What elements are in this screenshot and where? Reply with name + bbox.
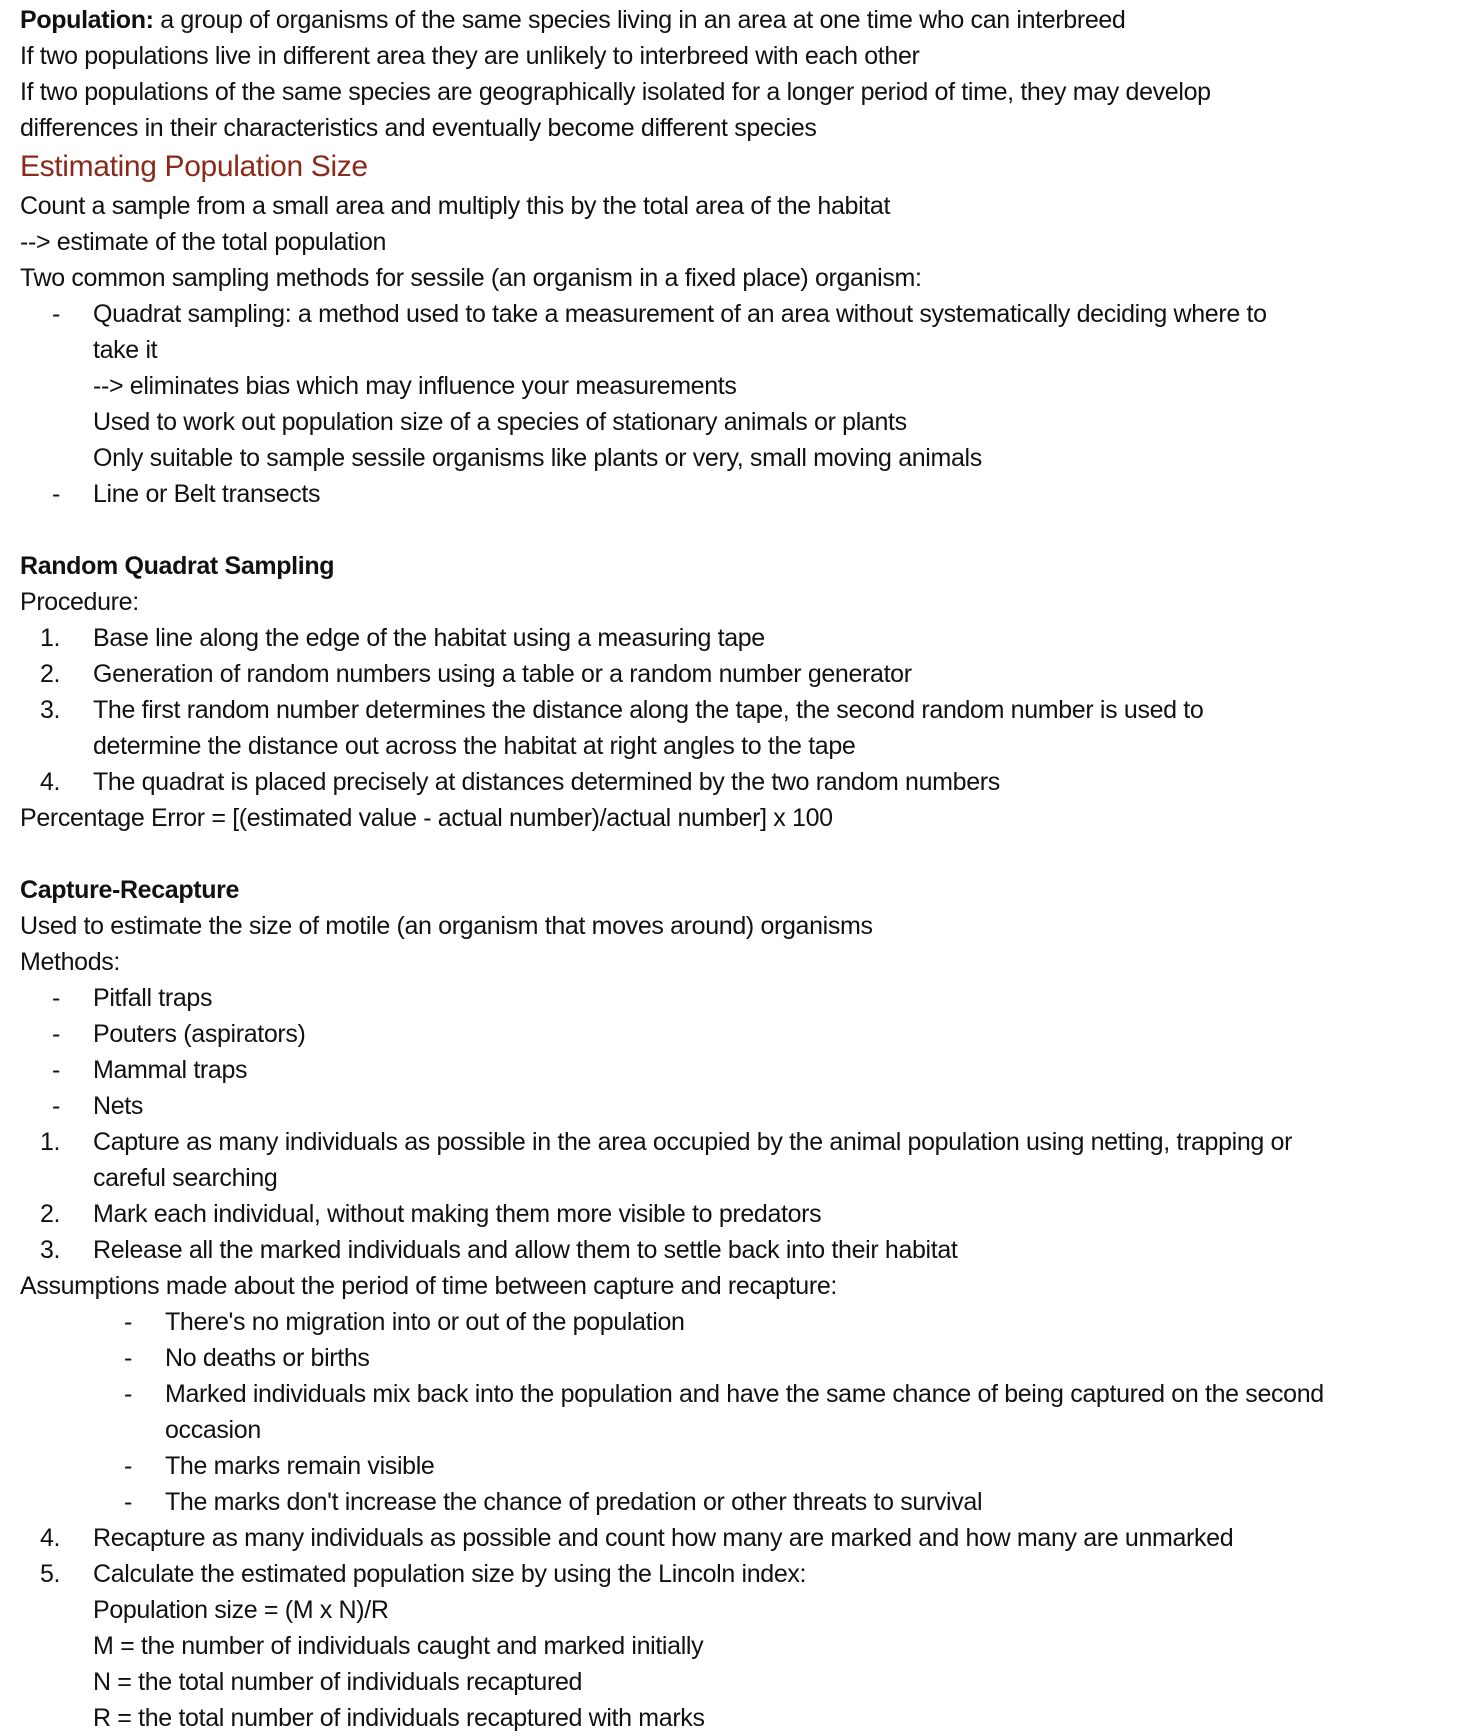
section-heading-capture-recapture: Capture-Recapture xyxy=(20,876,240,904)
intro-line: differences in their characteristics and eventually become different species xyxy=(20,114,817,142)
methods-label: Methods: xyxy=(20,948,121,976)
dash-marker: - xyxy=(52,1056,60,1084)
bullet-text: Line or Belt transects xyxy=(93,480,321,508)
item-text: Calculate the estimated population size by using the Lincoln index: xyxy=(93,1560,807,1588)
method-text: Pouters (aspirators) xyxy=(93,1020,306,1048)
numbered-item xyxy=(20,620,1468,656)
intro-line: If two populations of the same species are geographically isolated for a longer period of time, they may develop xyxy=(20,78,1211,106)
population-definition-text: a group of organisms of the same species living in an area at one time who can interbreed xyxy=(153,6,1126,34)
item-number: 3. xyxy=(40,696,61,724)
paragraph-line: Count a sample from a small area and multiply this by the total area of the habitat xyxy=(20,192,891,220)
blank-line xyxy=(20,836,1468,872)
item-number: 3. xyxy=(40,1236,61,1264)
item-number: 4. xyxy=(40,768,61,796)
method-item xyxy=(20,1088,1468,1124)
assumption-text: The marks don't increase the chance of predation or other threats to survival xyxy=(165,1488,983,1516)
item-text: Generation of random numbers using a table or a random number generator xyxy=(93,660,912,688)
lincoln-formula: Population size = (M x N)/R xyxy=(93,1596,389,1624)
population-term: Population: xyxy=(20,6,154,34)
dash-marker: - xyxy=(124,1488,132,1516)
method-text: Mammal traps xyxy=(93,1056,248,1084)
assumption-item xyxy=(20,1376,1468,1448)
method-text: Pitfall traps xyxy=(93,984,213,1012)
dash-marker: - xyxy=(52,984,60,1012)
assumption-item xyxy=(20,1484,1468,1520)
intro-line: If two populations live in different area they are unlikely to interbreed with each other xyxy=(20,42,920,70)
dash-marker: - xyxy=(124,1344,132,1372)
paragraph-line: --> estimate of the total population xyxy=(20,228,387,256)
item-number: 5. xyxy=(40,1560,61,1588)
item-text: Release all the marked individuals and allow them to settle back into their habitat xyxy=(93,1236,958,1264)
procedure-label: Procedure: xyxy=(20,588,139,616)
numbered-item xyxy=(20,1196,1468,1232)
dash-marker: - xyxy=(124,1308,132,1336)
section-heading-estimating: Estimating Population Size xyxy=(20,150,368,183)
lincoln-variable-r: R = the total number of individuals recaptured with marks xyxy=(93,1704,705,1732)
bullet-text: --> eliminates bias which may influence your measurements xyxy=(93,372,737,400)
numbered-item xyxy=(20,764,1468,800)
item-number: 2. xyxy=(40,1200,61,1228)
method-item xyxy=(20,1016,1468,1052)
item-text: Mark each individual, without making them more visible to predators xyxy=(93,1200,822,1228)
assumption-item xyxy=(20,1448,1468,1484)
method-item xyxy=(20,980,1468,1016)
item-number: 1. xyxy=(40,1128,61,1156)
bullet-text: Only suitable to sample sessile organisms like plants or very, small moving animals xyxy=(93,444,982,472)
bullet-text: Quadrat sampling: a method used to take a measurement of an area without systematically deciding where to xyxy=(93,300,1267,328)
numbered-item xyxy=(20,1520,1468,1556)
numbered-item xyxy=(20,1232,1468,1268)
method-item xyxy=(20,1052,1468,1088)
paragraph-line: Used to estimate the size of motile (an organism that moves around) organisms xyxy=(20,912,873,940)
item-text: The first random number determines the distance along the tape, the second random number is used to xyxy=(93,696,1204,724)
method-text: Nets xyxy=(93,1092,144,1120)
assumption-text: Marked individuals mix back into the population and have the same chance of being captured on the second xyxy=(165,1380,1324,1408)
dash-marker: - xyxy=(52,1020,60,1048)
item-number: 1. xyxy=(40,624,61,652)
paragraph-line: Two common sampling methods for sessile (an organism in a fixed place) organism: xyxy=(20,264,922,292)
assumption-text: No deaths or births xyxy=(165,1344,370,1372)
dash-marker: - xyxy=(124,1452,132,1480)
item-text: Capture as many individuals as possible in the area occupied by the animal population using netting, trapping or xyxy=(93,1128,1293,1156)
percentage-error-formula: Percentage Error = [(estimated value - actual number)/actual number] x 100 xyxy=(20,804,833,832)
document-page xyxy=(20,2,1468,1736)
item-text: careful searching xyxy=(93,1164,278,1192)
item-text: Recapture as many individuals as possible and count how many are marked and how many are unmarked xyxy=(93,1524,1234,1552)
bullet-item-quadrat xyxy=(20,296,1468,476)
dash-marker: - xyxy=(52,300,60,328)
lincoln-variable-m: M = the number of individuals caught and marked initially xyxy=(93,1632,704,1660)
item-number: 4. xyxy=(40,1524,61,1552)
numbered-item xyxy=(20,1556,1468,1736)
lincoln-variable-n: N = the total number of individuals recaptured xyxy=(93,1668,583,1696)
bullet-item-transects xyxy=(20,476,1468,512)
numbered-item xyxy=(20,692,1468,764)
dash-marker: - xyxy=(124,1380,132,1408)
item-text: The quadrat is placed precisely at distances determined by the two random numbers xyxy=(93,768,1000,796)
assumption-item xyxy=(20,1340,1468,1376)
assumption-text: There's no migration into or out of the population xyxy=(165,1308,685,1336)
item-number: 2. xyxy=(40,660,61,688)
assumptions-label: Assumptions made about the period of time between capture and recapture: xyxy=(20,1272,837,1300)
item-text: determine the distance out across the habitat at right angles to the tape xyxy=(93,732,856,760)
assumption-text: The marks remain visible xyxy=(165,1452,435,1480)
bullet-text: Used to work out population size of a species of stationary animals or plants xyxy=(93,408,907,436)
assumption-text: occasion xyxy=(165,1416,261,1444)
numbered-item xyxy=(20,656,1468,692)
blank-line xyxy=(20,512,1468,548)
assumption-item xyxy=(20,1304,1468,1340)
dash-marker: - xyxy=(52,1092,60,1120)
bullet-text: take it xyxy=(93,336,158,364)
dash-marker: - xyxy=(52,480,60,508)
numbered-item xyxy=(20,1124,1468,1196)
item-text: Base line along the edge of the habitat using a measuring tape xyxy=(93,624,765,652)
section-heading-random-quadrat: Random Quadrat Sampling xyxy=(20,552,335,580)
population-definition xyxy=(20,2,1468,38)
